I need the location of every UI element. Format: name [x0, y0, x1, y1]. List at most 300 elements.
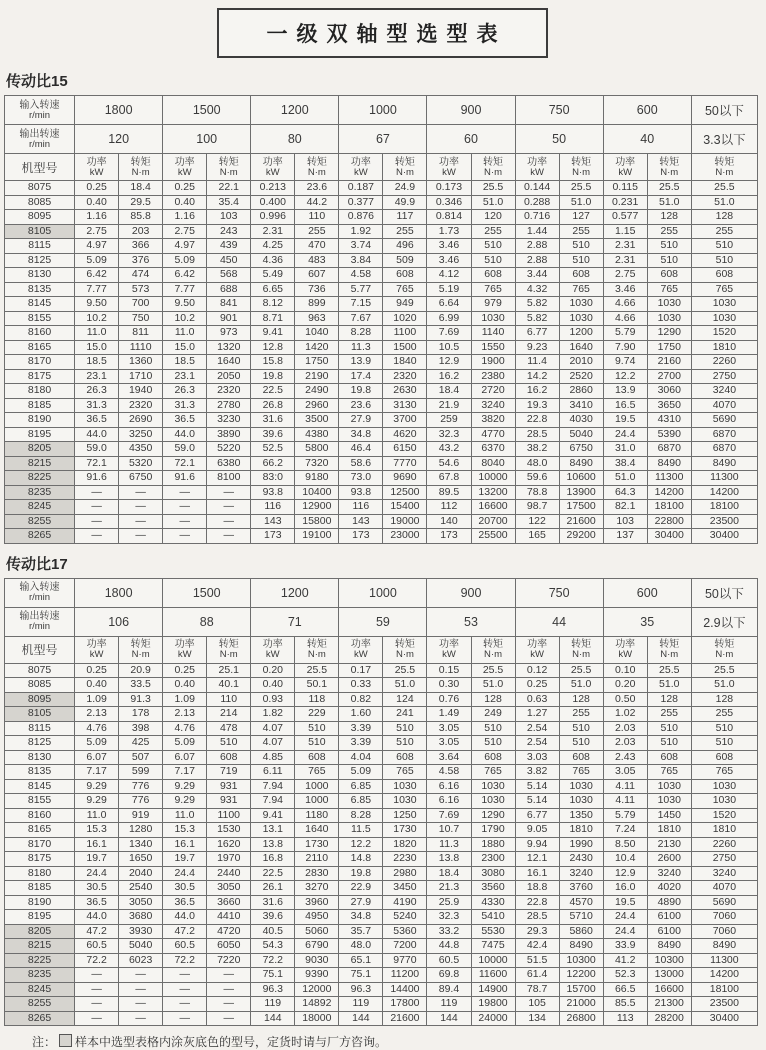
power-cell: 0.187 [339, 181, 383, 196]
power-cell: 16.1 [515, 866, 559, 881]
torque-cell: 2490 [295, 384, 339, 399]
power-cell: 9.29 [163, 794, 207, 809]
torque-cell: 765 [295, 765, 339, 780]
power-cell: 91.6 [163, 471, 207, 486]
power-cell: 5.14 [515, 779, 559, 794]
torque-cell: 3560 [471, 881, 515, 896]
torque-cell: 1640 [295, 823, 339, 838]
power-cell: 5.09 [339, 765, 383, 780]
power-cell: — [163, 968, 207, 983]
torque-cell: 6790 [295, 939, 339, 954]
model-cell: 8265 [5, 529, 75, 544]
torque-cell: 25.5 [691, 181, 757, 196]
table-row [5, 678, 758, 693]
torque-cell: 3820 [471, 413, 515, 428]
torque-cell: 16600 [647, 982, 691, 997]
power-cell: 9.94 [515, 837, 559, 852]
power-cell: 51.5 [515, 953, 559, 968]
torque-cell: 2980 [383, 866, 427, 881]
power-cell: 8.50 [603, 837, 647, 852]
power-cell: 1.27 [515, 707, 559, 722]
torque-cell: 12900 [295, 500, 339, 515]
power-cell: 22.8 [515, 413, 559, 428]
torque-cell: 1280 [119, 823, 163, 838]
torque-cell: 765 [383, 282, 427, 297]
torque-cell: 776 [119, 794, 163, 809]
torque-cell: 510 [647, 239, 691, 254]
torque-cell: 30400 [647, 529, 691, 544]
torque-cell: — [207, 485, 251, 500]
power-cell: 10.2 [163, 311, 207, 326]
torque-header-cell: 转矩 N·m [207, 636, 251, 663]
torque-cell: 2190 [295, 369, 339, 384]
power-cell: 1.44 [515, 224, 559, 239]
torque-cell: 29200 [559, 529, 603, 544]
model-cell: 8225 [5, 471, 75, 486]
torque-cell: 5220 [207, 442, 251, 457]
table-row [5, 282, 758, 297]
table-row [5, 355, 758, 370]
model-cell: 8085 [5, 195, 75, 210]
power-cell: 28.5 [515, 910, 559, 925]
power-cell: 4.66 [603, 297, 647, 312]
torque-cell: 3680 [119, 910, 163, 925]
torque-cell: 51.0 [647, 195, 691, 210]
torque-cell: 2320 [207, 384, 251, 399]
power-cell: 15.8 [251, 355, 295, 370]
power-cell: — [75, 997, 119, 1012]
power-cell: 7.77 [75, 282, 119, 297]
power-cell: 24.4 [163, 866, 207, 881]
output-speed-label-cell: 输出转速 r/min [5, 607, 75, 636]
torque-cell: 425 [119, 736, 163, 751]
power-cell: 6.85 [339, 794, 383, 809]
power-cell: 65.1 [339, 953, 383, 968]
torque-cell: 510 [295, 721, 339, 736]
torque-cell: 1750 [295, 355, 339, 370]
torque-cell: 30400 [691, 529, 757, 544]
power-cell: 7.24 [603, 823, 647, 838]
torque-cell: 1030 [647, 311, 691, 326]
torque-cell: 919 [119, 808, 163, 823]
model-cell: 8145 [5, 297, 75, 312]
torque-cell: 20700 [471, 514, 515, 529]
torque-cell: 1640 [207, 355, 251, 370]
power-cell: 21.3 [427, 881, 471, 896]
power-cell: 11.5 [339, 823, 383, 838]
torque-cell: — [119, 485, 163, 500]
torque-cell: 1140 [471, 326, 515, 341]
input-speed-cell: 900 [427, 96, 515, 125]
model-header-cell: 机型号 [5, 154, 75, 181]
torque-cell: 1290 [647, 326, 691, 341]
torque-cell: 22.1 [207, 181, 251, 196]
torque-cell: 23500 [691, 997, 757, 1012]
power-cell: 19.8 [251, 369, 295, 384]
torque-cell: 25.5 [471, 181, 515, 196]
torque-cell: 5710 [559, 910, 603, 925]
table-row [5, 794, 758, 809]
power-cell: — [75, 529, 119, 544]
power-cell: 6.42 [75, 268, 119, 283]
torque-cell: 573 [119, 282, 163, 297]
torque-cell: 1030 [471, 311, 515, 326]
torque-cell: 450 [207, 253, 251, 268]
torque-cell: 507 [119, 750, 163, 765]
torque-cell: 2380 [471, 369, 515, 384]
power-cell: 0.15 [427, 663, 471, 678]
torque-cell: 1520 [691, 808, 757, 823]
power-cell: 36.5 [75, 895, 119, 910]
power-cell: 0.716 [515, 210, 559, 225]
power-cell: 16.1 [163, 837, 207, 852]
power-cell: 23.6 [339, 398, 383, 413]
torque-cell: 510 [559, 239, 603, 254]
torque-cell: 4720 [207, 924, 251, 939]
power-cell: 39.6 [251, 910, 295, 925]
power-cell: 8.28 [339, 326, 383, 341]
table-row [5, 224, 758, 239]
torque-cell: 2720 [471, 384, 515, 399]
torque-cell: 1550 [471, 340, 515, 355]
table-section-ratio17 [4, 553, 760, 1027]
power-cell: 11.0 [75, 326, 119, 341]
torque-cell: 9690 [383, 471, 427, 486]
power-cell: 69.8 [427, 968, 471, 983]
torque-cell: 1450 [647, 808, 691, 823]
power-cell: 44.0 [75, 910, 119, 925]
power-cell: 8.71 [251, 311, 295, 326]
torque-cell: 24.9 [383, 181, 427, 196]
power-cell: 60.5 [75, 939, 119, 954]
power-cell: 6.64 [427, 297, 471, 312]
output-speed-cell: 50 [515, 125, 603, 154]
power-cell: 13.8 [427, 852, 471, 867]
torque-cell: 1030 [383, 794, 427, 809]
torque-cell: 7320 [295, 456, 339, 471]
torque-cell: 765 [647, 282, 691, 297]
power-header-cell: 功率 kW [251, 154, 295, 181]
power-cell: 0.346 [427, 195, 471, 210]
power-cell: 113 [603, 1011, 647, 1026]
power-cell: 31.6 [251, 413, 295, 428]
table-row [5, 881, 758, 896]
power-cell: 173 [427, 529, 471, 544]
torque-cell: 6370 [471, 442, 515, 457]
power-cell: 44.0 [163, 427, 207, 442]
power-cell: 72.1 [75, 456, 119, 471]
torque-cell: 7220 [207, 953, 251, 968]
power-cell: 66.2 [251, 456, 295, 471]
power-cell: 0.996 [251, 210, 295, 225]
table-row [5, 485, 758, 500]
torque-cell: 51.0 [691, 678, 757, 693]
power-cell: 2.88 [515, 239, 559, 254]
torque-cell: 510 [691, 736, 757, 751]
torque-cell: 2430 [559, 852, 603, 867]
torque-cell: 1650 [119, 852, 163, 867]
torque-cell: — [119, 982, 163, 997]
power-cell: 3.03 [515, 750, 559, 765]
power-cell: 6.85 [339, 779, 383, 794]
torque-cell: 10600 [559, 471, 603, 486]
input-speed-cell: 600 [603, 96, 691, 125]
torque-cell: 3050 [207, 881, 251, 896]
table-caption-ratio17: 传动比17 [6, 555, 68, 573]
power-cell: 4.58 [339, 268, 383, 283]
torque-header-cell: 转矩 N·m [383, 154, 427, 181]
power-cell: 3.82 [515, 765, 559, 780]
table-row [5, 398, 758, 413]
power-header-cell: 功率 kW [427, 636, 471, 663]
torque-cell: 474 [119, 268, 163, 283]
torque-cell: 50.1 [295, 678, 339, 693]
torque-cell: 2780 [207, 398, 251, 413]
torque-cell: 21600 [383, 1011, 427, 1026]
power-cell: 3.05 [427, 736, 471, 751]
power-cell: 43.2 [427, 442, 471, 457]
torque-cell: 14400 [383, 982, 427, 997]
model-cell: 8215 [5, 456, 75, 471]
torque-cell: 1750 [647, 340, 691, 355]
power-header-cell: 功率 kW [603, 636, 647, 663]
power-cell: 5.09 [163, 253, 207, 268]
torque-cell: 14200 [691, 968, 757, 983]
power-cell: 0.876 [339, 210, 383, 225]
torque-cell: 229 [295, 707, 339, 722]
table-row [5, 297, 758, 312]
torque-cell: 25.5 [691, 663, 757, 678]
table-row [5, 982, 758, 997]
table-row [5, 514, 758, 529]
power-cell: 26.3 [163, 384, 207, 399]
power-cell: 66.5 [603, 982, 647, 997]
power-cell: 18.4 [427, 384, 471, 399]
torque-cell: 4620 [383, 427, 427, 442]
torque-cell: 1030 [647, 297, 691, 312]
power-cell: 7.67 [339, 311, 383, 326]
table-row [5, 500, 758, 515]
model-cell: 8235 [5, 968, 75, 983]
table-row [5, 910, 758, 925]
power-cell: 18.4 [427, 866, 471, 881]
power-cell: 0.12 [515, 663, 559, 678]
torque-cell: 20.9 [119, 663, 163, 678]
torque-cell: 478 [207, 721, 251, 736]
torque-cell: 6750 [559, 442, 603, 457]
power-cell: 2.31 [603, 239, 647, 254]
torque-cell: 1030 [647, 779, 691, 794]
torque-cell: 255 [647, 707, 691, 722]
output-speed-cell: 40 [603, 125, 691, 154]
power-cell: 13.1 [251, 823, 295, 838]
power-cell: 44.8 [427, 939, 471, 954]
table-row [5, 663, 758, 678]
power-cell: 24.4 [603, 924, 647, 939]
power-cell: 3.46 [427, 239, 471, 254]
power-cell: 5.82 [515, 297, 559, 312]
table-row [5, 808, 758, 823]
output-speed-row [5, 607, 758, 636]
torque-header-cell: 转矩 N·m [119, 154, 163, 181]
torque-cell: 2320 [119, 398, 163, 413]
power-cell: 259 [427, 413, 471, 428]
power-cell: 6.65 [251, 282, 295, 297]
power-cell: 27.9 [339, 895, 383, 910]
power-cell: 46.4 [339, 442, 383, 457]
output-speed-cell: 59 [339, 607, 427, 636]
power-cell: 59.6 [515, 471, 559, 486]
table-row [5, 326, 758, 341]
torque-cell: 1900 [471, 355, 515, 370]
power-cell: 2.03 [603, 721, 647, 736]
power-cell: 64.3 [603, 485, 647, 500]
table-row [5, 413, 758, 428]
model-cell: 8135 [5, 765, 75, 780]
torque-cell: 51.0 [471, 678, 515, 693]
input-speed-cell: 1800 [75, 96, 163, 125]
power-cell: 16.1 [75, 837, 119, 852]
power-cell: 2.75 [163, 224, 207, 239]
power-cell: 96.3 [251, 982, 295, 997]
power-cell: 59.0 [75, 442, 119, 457]
power-cell: 1.92 [339, 224, 383, 239]
input-speed-label-cell: 输入转速 r/min [5, 96, 75, 125]
torque-cell: 6870 [647, 442, 691, 457]
torque-cell: 214 [207, 707, 251, 722]
torque-cell: 3700 [383, 413, 427, 428]
power-cell: 143 [251, 514, 295, 529]
model-cell: 8155 [5, 794, 75, 809]
torque-cell: 13200 [471, 485, 515, 500]
power-cell: 6.16 [427, 794, 471, 809]
torque-cell: 510 [691, 253, 757, 268]
torque-cell: 10300 [559, 953, 603, 968]
power-cell: 119 [427, 997, 471, 1012]
torque-header-cell: 转矩 N·m [119, 636, 163, 663]
power-cell: 0.63 [515, 692, 559, 707]
output-speed-cell: 53 [427, 607, 515, 636]
input-speed-label-cell: 输入转速 r/min [5, 578, 75, 607]
power-cell: 19.3 [515, 398, 559, 413]
power-cell: 0.400 [251, 195, 295, 210]
power-cell: 78.7 [515, 982, 559, 997]
torque-cell: 110 [207, 692, 251, 707]
table-row [5, 837, 758, 852]
power-cell: 0.33 [339, 678, 383, 693]
torque-cell: 255 [691, 224, 757, 239]
torque-cell: 49.9 [383, 195, 427, 210]
power-cell: 12.2 [339, 837, 383, 852]
torque-cell: 8490 [559, 456, 603, 471]
table-row [5, 239, 758, 254]
torque-cell: 30400 [691, 1011, 757, 1026]
torque-cell: 13900 [559, 485, 603, 500]
power-header-cell: 功率 kW [75, 154, 119, 181]
power-cell: 7.17 [75, 765, 119, 780]
torque-cell: 8040 [471, 456, 515, 471]
torque-cell: 14892 [295, 997, 339, 1012]
power-cell: — [75, 1011, 119, 1026]
torque-cell: 2050 [207, 369, 251, 384]
torque-cell: 1250 [383, 808, 427, 823]
power-cell: — [75, 485, 119, 500]
power-cell: 7.77 [163, 282, 207, 297]
torque-cell: 19100 [295, 529, 339, 544]
torque-cell: 23.6 [295, 181, 339, 196]
torque-cell: 25.5 [559, 181, 603, 196]
torque-cell: 963 [295, 311, 339, 326]
power-cell: 7.69 [427, 326, 471, 341]
power-cell: 36.5 [75, 413, 119, 428]
power-cell: 6.11 [251, 765, 295, 780]
power-cell: 4.07 [251, 736, 295, 751]
torque-cell: 510 [559, 253, 603, 268]
table-row [5, 340, 758, 355]
input-speed-cell: 750 [515, 578, 603, 607]
table-row [5, 181, 758, 196]
torque-cell: 15700 [559, 982, 603, 997]
torque-cell: 18000 [295, 1011, 339, 1026]
power-cell: 144 [339, 1011, 383, 1026]
torque-cell: 103 [207, 210, 251, 225]
power-cell: 0.231 [603, 195, 647, 210]
torque-cell: 6023 [119, 953, 163, 968]
torque-cell: 6750 [119, 471, 163, 486]
torque-cell: 510 [691, 721, 757, 736]
torque-cell: 6050 [207, 939, 251, 954]
torque-cell: — [119, 1011, 163, 1026]
torque-cell: 1880 [471, 837, 515, 852]
torque-cell: 1810 [559, 823, 603, 838]
torque-cell: 608 [383, 268, 427, 283]
torque-cell: 8490 [647, 939, 691, 954]
torque-cell: 255 [691, 707, 757, 722]
model-cell: 8185 [5, 881, 75, 896]
torque-cell: 127 [559, 210, 603, 225]
model-cell: 8195 [5, 910, 75, 925]
torque-cell: 25.5 [383, 663, 427, 678]
input-speed-cell: 1500 [163, 96, 251, 125]
power-cell: 5.09 [163, 736, 207, 751]
power-header-cell: 功率 kW [251, 636, 295, 663]
torque-cell: 6100 [647, 910, 691, 925]
model-cell: 8125 [5, 253, 75, 268]
torque-cell: 1790 [471, 823, 515, 838]
torque-cell: 110 [295, 210, 339, 225]
power-cell: 10.2 [75, 311, 119, 326]
power-header-cell: 功率 kW [427, 154, 471, 181]
torque-cell: 51.0 [559, 195, 603, 210]
output-speed-cell: 100 [163, 125, 251, 154]
torque-cell: 14200 [647, 485, 691, 500]
power-cell: 26.8 [251, 398, 295, 413]
torque-cell: 3250 [119, 427, 163, 442]
torque-cell: 608 [691, 268, 757, 283]
power-cell: 0.93 [251, 692, 295, 707]
torque-cell: 3890 [207, 427, 251, 442]
torque-header-cell: 转矩 N·m [559, 636, 603, 663]
table-row [5, 852, 758, 867]
power-cell: 144 [427, 1011, 471, 1026]
torque-cell: 51.0 [647, 678, 691, 693]
power-cell: 1.15 [603, 224, 647, 239]
table-row [5, 779, 758, 794]
power-cell: 4.58 [427, 765, 471, 780]
torque-cell: 4190 [383, 895, 427, 910]
torque-cell: 1290 [471, 808, 515, 823]
torque-cell: 3450 [383, 881, 427, 896]
